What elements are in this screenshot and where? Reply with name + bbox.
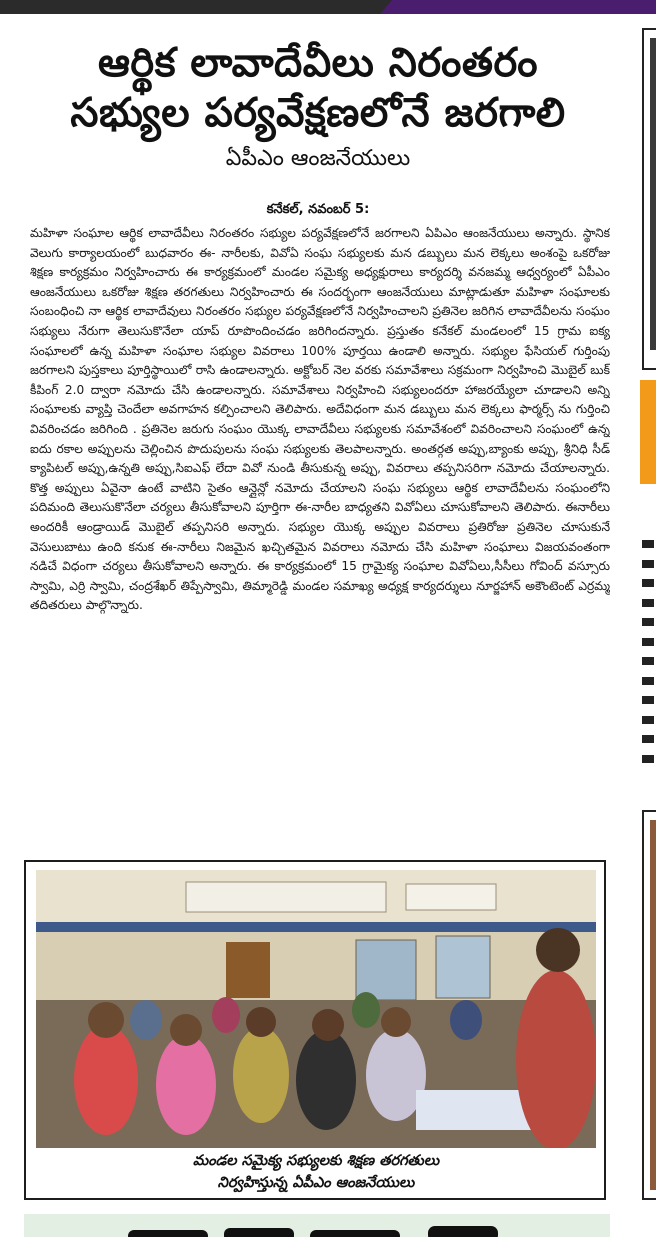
headline-line-2: సభ్యుల పర్యవేక్షణలోనే జరగాలి: [70, 90, 566, 136]
caption-line-1: మండల సమైక్య సభ్యులకు శిక్షణ తరగతులు: [192, 1153, 440, 1169]
photo-box: [24, 860, 606, 1200]
training-photo: [36, 870, 596, 1148]
article-dateline: కనేకల్, నవంబర్ 5:: [266, 202, 370, 217]
adjacent-text-glyphs: [642, 528, 656, 798]
article-byline: ఏపీఎం ఆంజనేయులు: [225, 146, 411, 171]
adjacent-photo-frame-bottom: [642, 810, 656, 1200]
adjacent-column: [626, 0, 656, 1237]
adjacent-photo-bottom: [650, 820, 656, 1190]
article-headline: [18, 38, 618, 138]
adjacent-photo-frame-top: [642, 28, 656, 370]
next-title-glyphs: [128, 1222, 508, 1237]
article-body: మహిళా సంఘాల ఆర్థిక లావాదేవీలు నిరంతరం సభ్యుల పర్యవేక్షణలోనే జరగాలని ఏపిఎం ఆంజనేయులు అన్నారు. స్థానిక వెలుగు కార్యాలయంలో బుధవారం ఈ- నారీలకు, వివోఏ సంఘ సభ్యులకు మన డబ్బులు మన లెక్కలు అంశంపై ఒకరోజు శిక్షణ కార్యక్రమం నిర్వహించారు ఈ కార్యక్రమంలో మండల సమైక్య అధ్యక్షురాలు కార్యదర్శి వనజమ్మ ఆధ్వర్యంలో ఏపీఎం ఆంజనేయులు ఒకరోజు శిక్షణ తరగతులు నిర్వహించారు ఈ సందర్భంగా ఆంజనేయులు మాట్లాడుతూ మహిళా సంఘాలకు సంబంధించి నా ఆర్థిక లావాదేవులు నిరంతరం సభ్యుల పర్యవేక్షణలోనే నిర్వహించాలని ప్రతినెల జరిగిన లావాదేవీలను సంఘం సభ్యులు నేరుగా తెలుసుకొనేలా యాప్ రూపొందించడం జరిగిందన్నారు. ప్రస్తుతం కనేకల్ మండలంలో 15 గ్రామ ఐక్య సంఘాలలో ఉన్న మహిళా సంఘాల సభ్యుల వివరాలు 100% పూర్తయి ఉండాలి అన్నారు. సభ్యుల ఫేసియల్ గుర్తింపు జరగాలని పుస్తకాలు పూర్తిస్థాయిలో రాసి ఉండాలన్నారు. అక్టోబర్ నెల వరకు సమావేశాలు సక్రమంగా నిర్వహించి మొబైల్ బుక్ కీపింగ్ 2.0 ద్వారా నమోదు చేసి ఉండాలన్నారు. సమావేశాలు నిర్వహించి సభ్యులందరూ హాజరయ్యేలా చూడాలని అన్ని సంఘాలకు వ్యాప్తి చెందేలా అవగాహన కల్పించాలని తెలిపారు. అదేవిధంగా మన డబ్బులు మన లెక్కలు ఫార్మర్స్ ను గుర్తించి వివరించడం జరిగింది . ప్రతినెల జరుగు సంఘం యొక్క లావాదేవీలు సభ్యులకు సమావేశంలో వివరించాలని సంఘంలో ఉన్న ఐదు రకాల అప్పులను చెల్లించిన పొదుపులను సంఘ సభ్యులకు తెలపాలన్నారు. అంతర్గత అప్పు,బ్యాంకు అప్పు, శ్రీనిధి సీడ్ క్యాపిటల్ అప్పు,ఉన్నతి అప్పు,సిఐఎఫ్ లేదా వివో నుండి తీసుకున్న అప్పు, వివరాలు తప్పనిసరిగా నమోదు చేయాలన్నారు. కొత్త అప్పులు ఏవైనా ఉంటే వాటిని సైతం ఆన్లైన్లో నమోదు చేయాలని సంఘ సభ్యులు ఆర్థిక లావాదేవీలను సంఘంలోని పదిమంది తెలుసుకొనేలా చర్యలు తీసుకోవాలని పూర్తిగా ఈ-నారీల బాధ్యతని వివోఏలు చూసుకోవాలని తెలిపారు. ఈనారీలు అందరికీ ఆండ్రాయిడ్ మొబైల్ తప్పనిసరి అన్నారు. సభ్యుల యొక్క అప్పుల వివరాలు ప్రతిరోజు ప్రతినెల చూసుకునే వెసులుబాటు ఉంది కనుక ఈ-నారీలు నిజమైన ఖచ్చితమైన వివరాలు నమోదు చేసి మహిళా సంఘాలు విజయవంతంగా నడిచే విధంగా చర్యలు తీసుకోవాలని అన్నారు. ఈ కార్యక్రమంలో 15 గ్రామైక్య సంఘాల వివోఏలు,సీసీలు గోవింద్ వస్సూరు స్వామి, ఎర్రి స్వామి, చంద్రశేఖర్ తిప్పేస్వామి, తిమ్మారెడ్డి మండల సమాఖ్య అధ్యక్ష కార్యదర్శులు నూర్జహాన్ అకౌంటెంట్ ఎర్రమ్మ తదితరులు పాల్గొన్నారు.: [30, 226, 610, 613]
caption-line-2: నిర్వహిస్తున్న ఏపీఎం ఆంజనేయులు: [217, 1175, 415, 1191]
top-banner-accent: [380, 0, 656, 14]
next-article-title-clipped: [128, 1222, 508, 1237]
top-banner-bar: [0, 0, 656, 14]
photo-illustration: [36, 870, 596, 1148]
adjacent-photo-top: [650, 38, 656, 350]
adjacent-text-fragments: [642, 528, 656, 805]
next-article-header: [24, 1214, 610, 1237]
adjacent-orange-banner: [640, 380, 656, 484]
headline-line-1: ఆర్థిక లావాదేవీలు నిరంతరం: [97, 40, 538, 86]
photo-caption: [36, 1150, 596, 1194]
